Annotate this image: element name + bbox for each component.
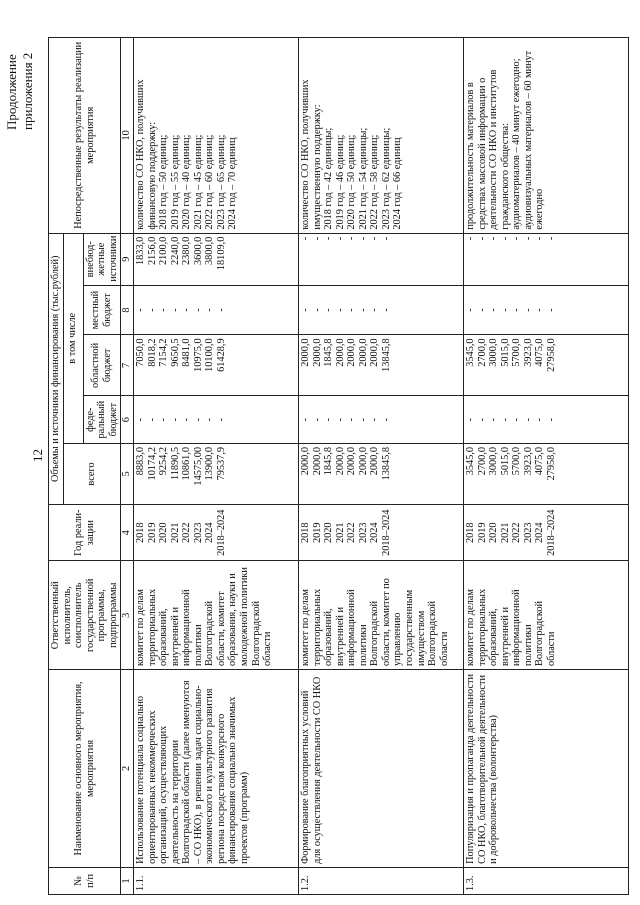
extra-value: 2156,0 [146, 236, 158, 265]
federal-value: - [300, 417, 312, 422]
total-value: 10861,0 [181, 446, 193, 481]
header-year: Год реали-зации [49, 504, 121, 561]
appendix-label: Продолжение приложения 2 [4, 52, 35, 130]
years-value: 2018 [300, 522, 312, 544]
federal-value: - [192, 417, 204, 422]
table-row [299, 38, 464, 895]
federal-value: - [323, 417, 335, 422]
regional-value: 2700,0 [476, 338, 488, 367]
local-value: - [181, 308, 193, 312]
total-value: 2700,0 [476, 446, 488, 476]
local-value: - [545, 308, 557, 312]
total-value: 9254,2 [158, 446, 170, 476]
column-number: 7 [121, 335, 134, 396]
extra-value: 2100,0 [158, 236, 170, 265]
row-results [464, 38, 629, 234]
regional-value: 5015,0 [499, 338, 511, 367]
total-value: 2000,0 [346, 446, 358, 476]
result-line: 2022 год – 58 единиц; [369, 134, 381, 230]
federal-value: - [499, 417, 511, 422]
extra-value: - [346, 236, 358, 241]
regional-value: 9650,5 [169, 338, 181, 367]
total-value: 3923,0 [522, 446, 534, 476]
regional-value: 10975,0 [192, 338, 204, 372]
regional-value: 3545,0 [465, 338, 477, 367]
total-value: 13900,0 [204, 446, 216, 481]
row-total [299, 443, 464, 504]
federal-value: - [476, 417, 488, 422]
total-value: 10174,2 [146, 446, 158, 481]
result-line: количество СО НКО, получивших имущественную поддержку: [300, 79, 323, 230]
total-value: 2000,0 [334, 446, 346, 476]
row-federal [464, 396, 629, 443]
result-line: 2023 год – 65 единиц; [215, 134, 227, 230]
row-local [299, 285, 464, 335]
header-row-1 [49, 38, 64, 895]
total-value: 14575,00 [192, 446, 204, 486]
table-row [464, 38, 629, 895]
local-value: - [192, 308, 204, 312]
total-value: 79537,9 [215, 446, 227, 481]
row-extra [299, 233, 464, 285]
local-value: - [135, 308, 147, 312]
column-number: 3 [121, 561, 134, 670]
program-table [48, 37, 629, 895]
extra-value: - [511, 236, 523, 241]
regional-value: 2000,0 [311, 338, 323, 367]
federal-value: - [181, 417, 193, 422]
local-value: - [522, 308, 534, 312]
local-value: - [357, 308, 369, 312]
total-value: 11890,5 [169, 446, 181, 481]
local-value: - [369, 308, 381, 312]
regional-value: 8018,2 [146, 338, 158, 367]
total-value: 2000,0 [311, 446, 323, 476]
years-value: 2021 [169, 522, 181, 544]
result-line: 2021 год – 45 единиц; [192, 134, 204, 230]
years-value: 2018–2024 [380, 509, 392, 556]
regional-value: 3923,0 [522, 338, 534, 367]
local-value: - [300, 308, 312, 312]
row-executor: комитет по делам территориальных образований, внутренней и информационной политики Волгоградской области, комитет образования, науки и молодежной политики Волгоградской области [134, 561, 299, 670]
federal-value: - [334, 417, 346, 422]
result-line: аудиовизуальных материалов – 60 минут ежегодно [522, 50, 546, 230]
extra-value: 3800,0 [204, 236, 216, 265]
years-value: 2018–2024 [545, 509, 557, 556]
row-number: 1.3. [464, 867, 629, 894]
row-local [134, 285, 299, 335]
regional-value: 8481,0 [181, 338, 193, 367]
header-regional: областной бюджет [83, 335, 121, 396]
header-extra: внебюд-жетные источники [83, 233, 121, 285]
header-executor: Ответственный исполнитель, соисполнитель государственной программы, подпрограммы [49, 561, 121, 670]
years-value: 2018 [135, 522, 147, 544]
regional-value: 2000,0 [334, 338, 346, 367]
years-value: 2023 [522, 522, 534, 544]
years-value: 2021 [334, 522, 346, 544]
years-value: 2023 [357, 522, 369, 544]
extra-value: - [357, 236, 369, 241]
column-number: 10 [121, 38, 134, 234]
row-total [134, 443, 299, 504]
result-line: аудиоматериалов – 40 минут ежегодно; [511, 58, 523, 230]
regional-value: 13845,8 [380, 338, 392, 372]
total-value: 13845,8 [380, 446, 392, 481]
extra-value: - [300, 236, 312, 241]
total-value: 2000,0 [300, 446, 312, 476]
extra-value: - [488, 236, 500, 241]
federal-value: - [534, 417, 546, 422]
header-name: Наименование основного мероприятия, мероприятия [49, 670, 121, 868]
result-line: количество СО НКО, получивших финансовую поддержку: [135, 79, 158, 230]
extra-value: - [499, 236, 511, 241]
local-value: - [146, 308, 158, 312]
federal-value: - [369, 417, 381, 422]
years-value: 2022 [346, 522, 358, 544]
extra-value: - [369, 236, 381, 241]
extra-value: 1833,0 [135, 236, 147, 265]
extra-value: - [534, 236, 546, 241]
federal-value: - [380, 417, 392, 422]
local-value: - [158, 308, 170, 312]
local-value: - [511, 308, 523, 312]
years-value: 2019 [311, 522, 323, 544]
row-regional [464, 335, 629, 396]
row-name: Использование потенциала социально ориентированных некоммерческих организаций, осуществляющих деятельность на территории Волгоградской области (далее именуются – СО НКО), в решении задач социально-экономического и культурного развития региона посредством конкурсного финансирования социально значимых проектов (программ) [134, 670, 299, 868]
total-value: 3545,0 [465, 446, 477, 476]
total-value: 3000,0 [488, 446, 500, 476]
regional-value: 2000,0 [369, 338, 381, 367]
header-local: местный бюджет [83, 285, 121, 335]
extra-value: - [380, 236, 392, 241]
years-value: 2018 [465, 522, 477, 544]
years-value: 2024 [369, 522, 381, 544]
result-line: 2021 год – 54 единицы; [357, 127, 369, 230]
row-results [134, 38, 299, 234]
result-line: продолжительность материалов в средствах массовой информации о деятельности СО НКО и институтов гражданского общества: [465, 69, 511, 230]
years-value: 2018–2024 [215, 509, 227, 556]
years-value: 2020 [488, 522, 500, 544]
years-value: 2020 [323, 522, 335, 544]
extra-value: - [323, 236, 335, 241]
regional-value: 5700,0 [511, 338, 523, 367]
years-value: 2022 [511, 522, 523, 544]
result-line: 2018 год – 50 единиц; [158, 134, 170, 230]
result-line: 2019 год – 46 единиц; [334, 134, 346, 230]
column-number: 4 [121, 504, 134, 561]
federal-value: - [158, 417, 170, 422]
federal-value: - [346, 417, 358, 422]
result-line: 2018 год – 42 единицы; [323, 127, 335, 230]
result-line: 2022 год – 60 единиц; [204, 134, 216, 230]
federal-value: - [465, 417, 477, 422]
extra-value: - [465, 236, 477, 241]
result-line: 2023 год – 62 единицы; [380, 127, 392, 230]
years-value: 2021 [499, 522, 511, 544]
extra-value: - [522, 236, 534, 241]
table-body [134, 38, 629, 895]
federal-value: - [169, 417, 181, 422]
row-regional [134, 335, 299, 396]
regional-value: 2000,0 [357, 338, 369, 367]
regional-value: 2000,0 [346, 338, 358, 367]
column-number: 5 [121, 443, 134, 504]
extra-value: - [476, 236, 488, 241]
local-value: - [465, 308, 477, 312]
total-value: 5015,0 [499, 446, 511, 476]
table-row [134, 38, 299, 895]
extra-value: 3600,0 [192, 236, 204, 265]
total-value: 5700,0 [511, 446, 523, 476]
row-federal [134, 396, 299, 443]
local-value: - [204, 308, 216, 312]
total-value: 2000,0 [357, 446, 369, 476]
row-number: 1.2. [299, 867, 464, 894]
total-value: 4075,0 [534, 446, 546, 476]
local-value: - [488, 308, 500, 312]
row-total [464, 443, 629, 504]
column-number: 6 [121, 396, 134, 443]
header-federal: феде-ральный бюджет [83, 396, 121, 443]
years-value: 2019 [476, 522, 488, 544]
row-years [299, 504, 464, 561]
row-executor: комитет по делам территориальных образований, внутренней и информационной политики Волгоградской области [464, 561, 629, 670]
regional-value: 7154,2 [158, 338, 170, 367]
header-funding: Объемы и источники финансирования (тыс.рублей) [49, 233, 64, 504]
federal-value: - [511, 417, 523, 422]
column-number: 9 [121, 233, 134, 285]
years-value: 2024 [204, 522, 216, 544]
total-value: 1845,8 [323, 446, 335, 476]
regional-value: 27958,0 [545, 338, 557, 372]
regional-value: 4075,0 [534, 338, 546, 367]
years-value: 2024 [534, 522, 546, 544]
header-incl: в том числе [63, 233, 83, 443]
local-value: - [380, 308, 392, 312]
federal-value: - [204, 417, 216, 422]
row-number: 1.1. [134, 867, 299, 894]
local-value: - [346, 308, 358, 312]
extra-value: 2380,0 [181, 236, 193, 265]
local-value: - [499, 308, 511, 312]
row-extra [134, 233, 299, 285]
column-number: 2 [121, 670, 134, 868]
extra-value: 18109,0 [215, 236, 227, 271]
regional-value: 7050,0 [135, 338, 147, 367]
row-name: Популяризация и пропаганда деятельности СО НКО, благотворительной деятельности и добровольчества (волонтерства) [464, 670, 629, 868]
federal-value: - [357, 417, 369, 422]
result-line: 2024 год – 70 единиц [227, 137, 239, 230]
extra-value: - [334, 236, 346, 241]
extra-value: - [545, 236, 557, 241]
result-line: 2020 год – 50 единиц; [346, 134, 358, 230]
row-results [299, 38, 464, 234]
total-value: 2000,0 [369, 446, 381, 476]
local-value: - [476, 308, 488, 312]
local-value: - [311, 308, 323, 312]
regional-value: 10100,0 [204, 338, 216, 372]
result-line: 2020 год – 40 единиц; [181, 134, 193, 230]
row-years [464, 504, 629, 561]
total-value: 27958,0 [545, 446, 557, 481]
result-line: 2024 год – 66 единиц [392, 137, 404, 230]
years-value: 2019 [146, 522, 158, 544]
regional-value: 1845,8 [323, 338, 335, 367]
local-value: - [215, 308, 227, 312]
header-results: Непосредственные результаты реализации мероприятия [49, 38, 121, 234]
row-executor: комитет по делам территориальных образований, внутренней и информационной политики Волгоградской области, комитет по управлению государственным имуществом Волгоградской области [299, 561, 464, 670]
row-extra [464, 233, 629, 285]
federal-value: - [146, 417, 158, 422]
extra-value: 2240,0 [169, 236, 181, 265]
federal-value: - [522, 417, 534, 422]
row-local [464, 285, 629, 335]
federal-value: - [215, 417, 227, 422]
column-number: 8 [121, 285, 134, 335]
regional-value: 61428,9 [215, 338, 227, 372]
row-federal [299, 396, 464, 443]
years-value: 2023 [192, 522, 204, 544]
federal-value: - [545, 417, 557, 422]
result-line: 2019 год – 55 единиц; [169, 134, 181, 230]
column-number: 1 [121, 867, 134, 894]
header-num: № п/п [49, 867, 121, 894]
total-value: 8883,0 [135, 446, 147, 476]
row-years [134, 504, 299, 561]
local-value: - [323, 308, 335, 312]
regional-value: 2000,0 [300, 338, 312, 367]
local-value: - [534, 308, 546, 312]
federal-value: - [311, 417, 323, 422]
row-name: Формирование благоприятных условий для осуществления деятельности СО НКО [299, 670, 464, 868]
federal-value: - [135, 417, 147, 422]
years-value: 2022 [181, 522, 193, 544]
column-number-row [121, 38, 134, 895]
row-regional [299, 335, 464, 396]
years-value: 2020 [158, 522, 170, 544]
extra-value: - [311, 236, 323, 241]
regional-value: 3000,0 [488, 338, 500, 367]
page-number: 12 [30, 449, 45, 462]
header-total: всего [63, 443, 121, 504]
local-value: - [169, 308, 181, 312]
local-value: - [334, 308, 346, 312]
federal-value: - [488, 417, 500, 422]
